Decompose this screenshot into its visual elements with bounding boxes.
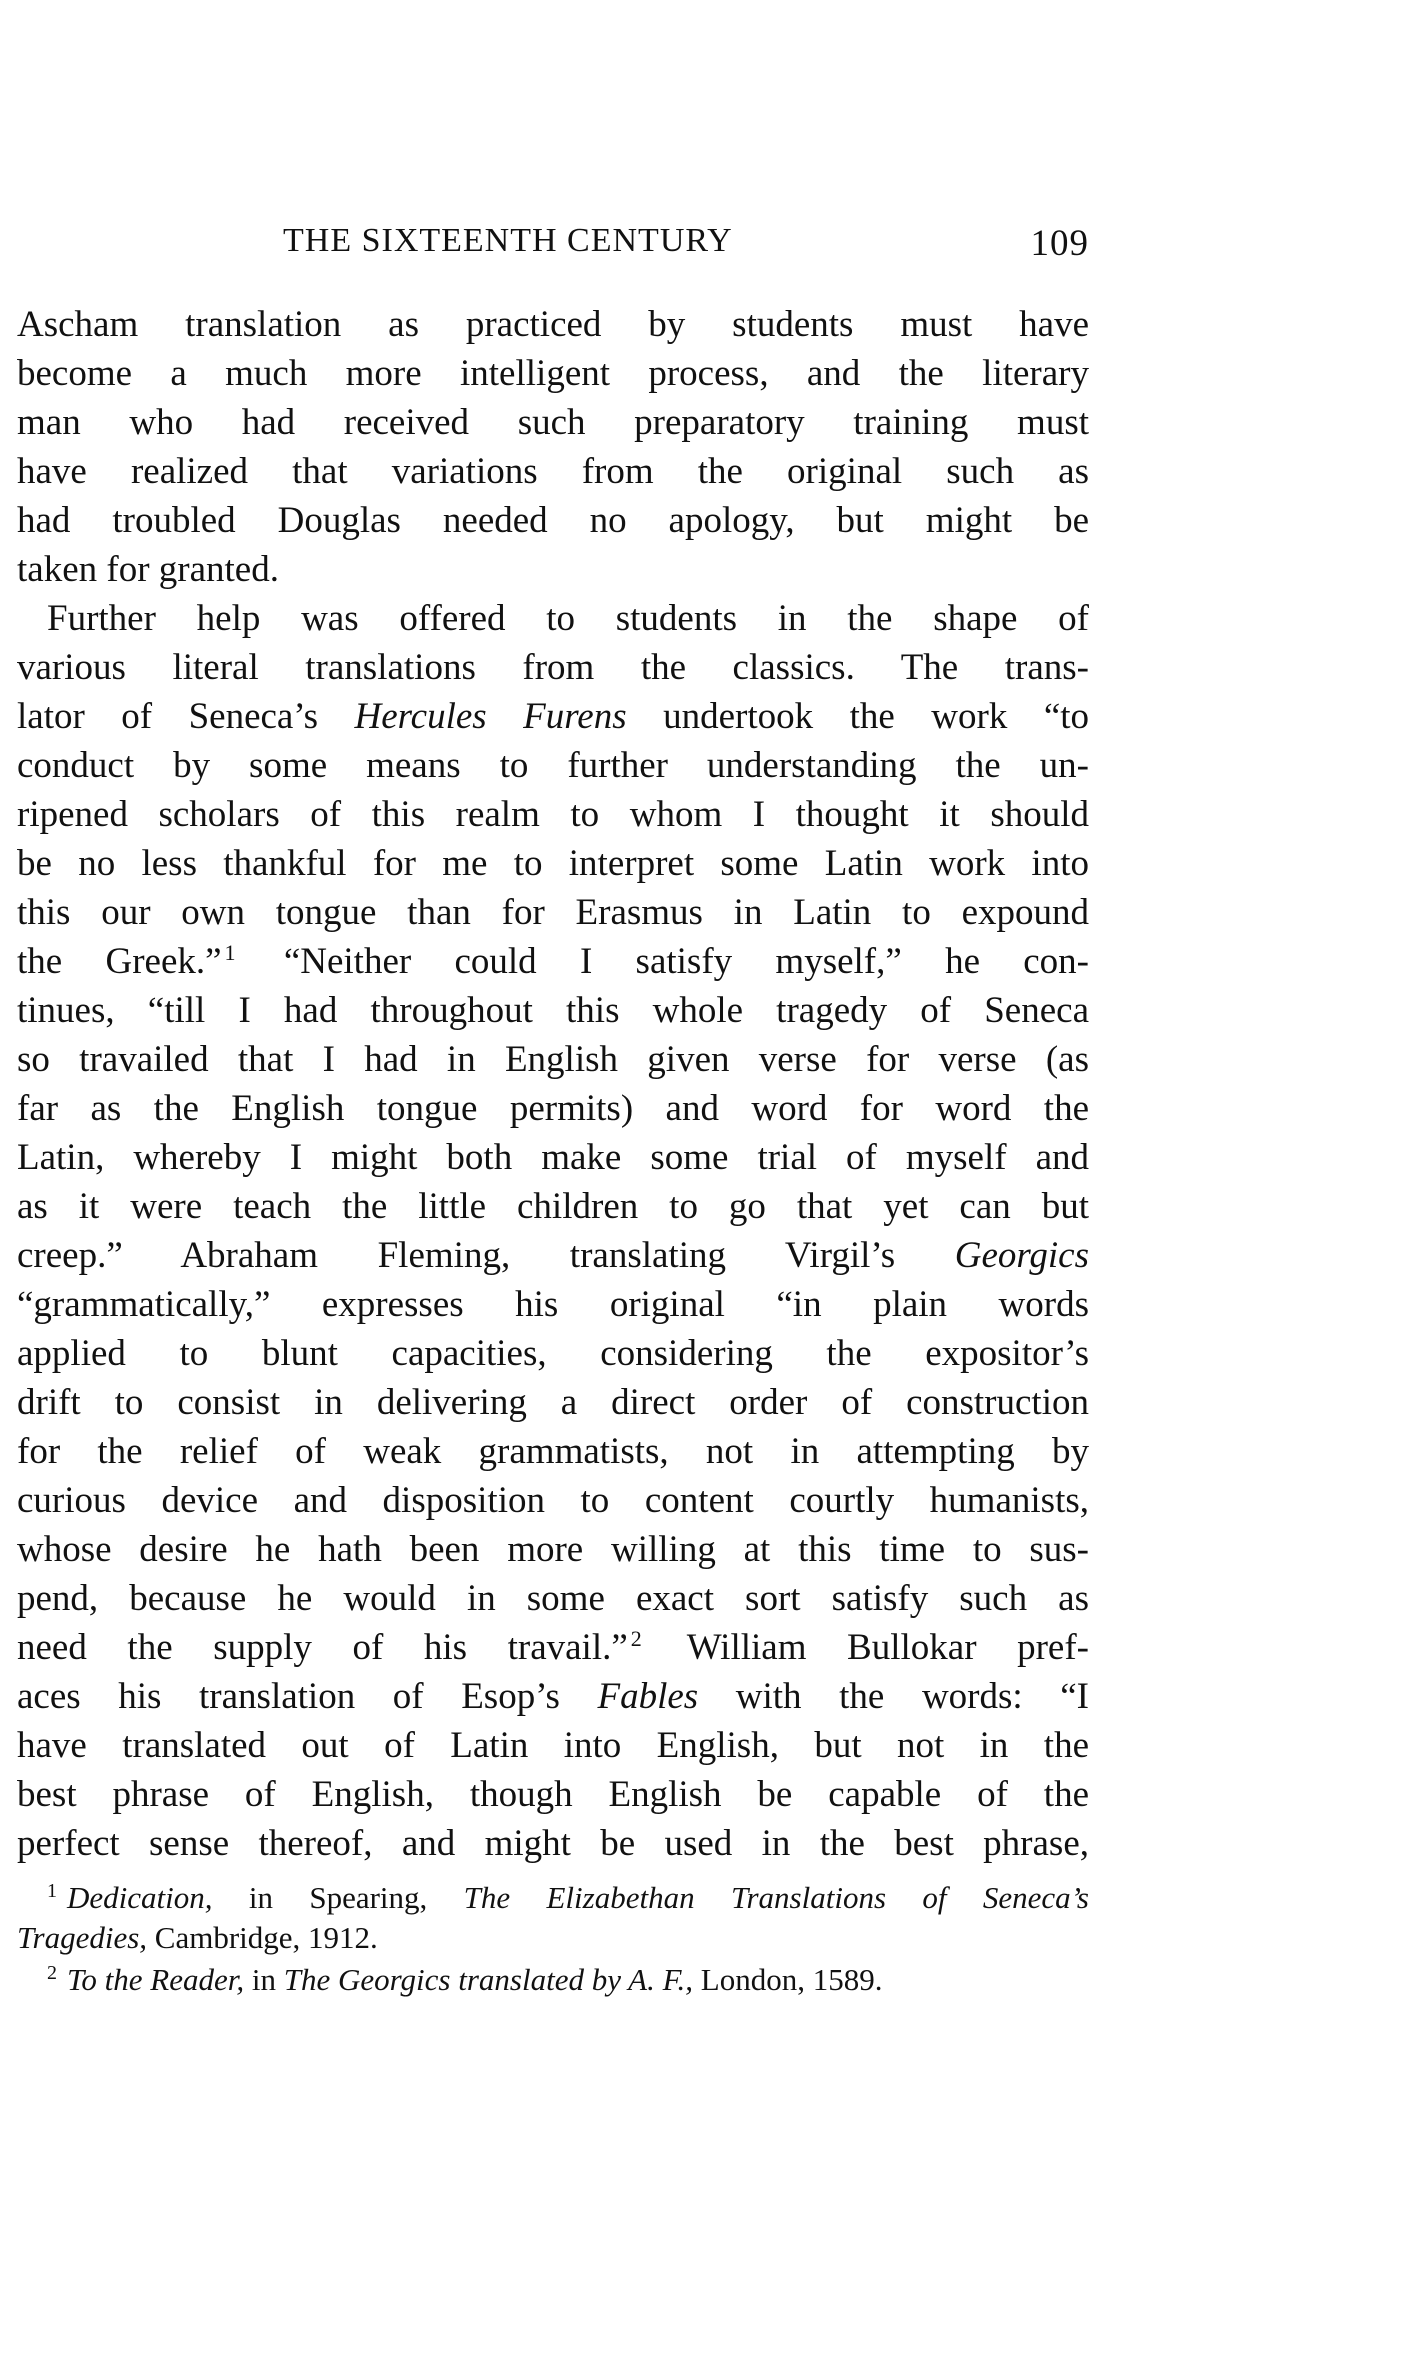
footnote-1-cont	[17, 1918, 1089, 1958]
running-head	[275, 222, 1089, 272]
footnote-number: 1	[47, 1880, 57, 1902]
footnote-text: in	[251, 1962, 276, 1997]
footnote-1	[47, 1878, 1089, 1918]
text-line	[17, 1672, 1089, 1721]
footnote-title: Dedication,	[67, 1880, 213, 1915]
footnote-number: 2	[47, 1962, 57, 1984]
footnote-ref: 2	[630, 1626, 642, 1651]
text-line: taken for granted.	[17, 549, 279, 590]
footnote-text: in Spearing,	[248, 1880, 428, 1915]
footnote-work: Tragedies,	[17, 1920, 148, 1955]
text-segment: “Neither could I satisfy myself,” he con-	[283, 941, 1090, 982]
text-line: various literal translations from the classics. The trans-	[17, 647, 1089, 688]
italic-title: Hercules Furens	[354, 696, 627, 737]
text-segment: aces his translation of Esop’s	[17, 1676, 560, 1717]
text-segment: need the supply of his travail.”	[17, 1627, 628, 1668]
text-line	[17, 1623, 1089, 1672]
footnote-2	[47, 1960, 1089, 2000]
text-line: Ascham translation as practiced by students must have	[17, 304, 1089, 345]
text-line: so travailed that I had in English given verse for verse (as	[17, 1039, 1089, 1080]
text-line: perfect sense thereof, and might be used in the best phrase,	[17, 1823, 1089, 1864]
text-line: tinues, “till I had throughout this whole tragedy of Seneca	[17, 990, 1089, 1031]
text-line: pend, because he would in some exact sort satisfy such as	[17, 1578, 1089, 1619]
text-segment: the Greek.”	[17, 941, 222, 982]
text-line: be no less thankful for me to interpret some Latin work into	[17, 843, 1089, 884]
footnote-ref: 1	[224, 940, 236, 965]
text-line: best phrase of English, though English be capable of the	[17, 1774, 1089, 1815]
footnote-work: The Elizabethan Translations of Seneca’s	[463, 1880, 1090, 1915]
text-segment: with the words: “I	[735, 1676, 1089, 1717]
text-line: curious device and disposition to content courtly humanists,	[17, 1480, 1089, 1521]
text-segment: lator of Seneca’s	[17, 696, 319, 737]
text-line: as it were teach the little children to go that yet can but	[17, 1186, 1089, 1227]
text-line: had troubled Douglas needed no apology, but might be	[17, 500, 1089, 541]
italic-title: Georgics	[954, 1235, 1089, 1276]
text-line	[17, 692, 1089, 741]
text-line: applied to blunt capacities, considering the expositor’s	[17, 1333, 1089, 1374]
text-line: drift to consist in delivering a direct order of construction	[17, 1382, 1089, 1423]
text-line: have realized that variations from the original such as	[17, 451, 1089, 492]
page-number: 109	[1030, 223, 1089, 264]
text-line: far as the English tongue permits) and word for word the	[17, 1088, 1089, 1129]
footnote-text: Cambridge, 1912.	[154, 1920, 378, 1955]
text-line: man who had received such preparatory training must	[17, 402, 1089, 443]
text-line: have translated out of Latin into English, but not in the	[17, 1725, 1089, 1766]
running-title: THE SIXTEENTH CENTURY	[283, 222, 733, 259]
text-line: for the relief of weak grammatists, not in attempting by	[17, 1431, 1089, 1472]
footnote-work: The Georgics translated by A. F.,	[283, 1962, 694, 1997]
footnote-text: London, 1589.	[700, 1962, 883, 1997]
text-segment: undertook the work “to	[663, 696, 1090, 737]
text-line	[17, 937, 1089, 986]
text-line: Latin, whereby I might both make some trial of myself and	[17, 1137, 1089, 1178]
text-segment: creep.” Abraham Fleming, translating Virgil’s	[17, 1235, 896, 1276]
text-line: “grammatically,” expresses his original “in plain words	[17, 1284, 1089, 1325]
footnote-title: To the Reader,	[67, 1962, 245, 1997]
text-line: Further help was offered to students in the shape of	[47, 598, 1089, 639]
text-line: whose desire he hath been more willing at this time to sus-	[17, 1529, 1089, 1570]
text-line	[17, 1231, 1089, 1280]
text-segment: William Bullokar pref-	[686, 1627, 1090, 1668]
text-line: this our own tongue than for Erasmus in Latin to expound	[17, 892, 1089, 933]
italic-title: Fables	[597, 1676, 699, 1717]
text-line: conduct by some means to further understanding the un-	[17, 745, 1089, 786]
text-line: ripened scholars of this realm to whom I thought it should	[17, 794, 1089, 835]
text-line: become a much more intelligent process, and the literary	[17, 353, 1089, 394]
